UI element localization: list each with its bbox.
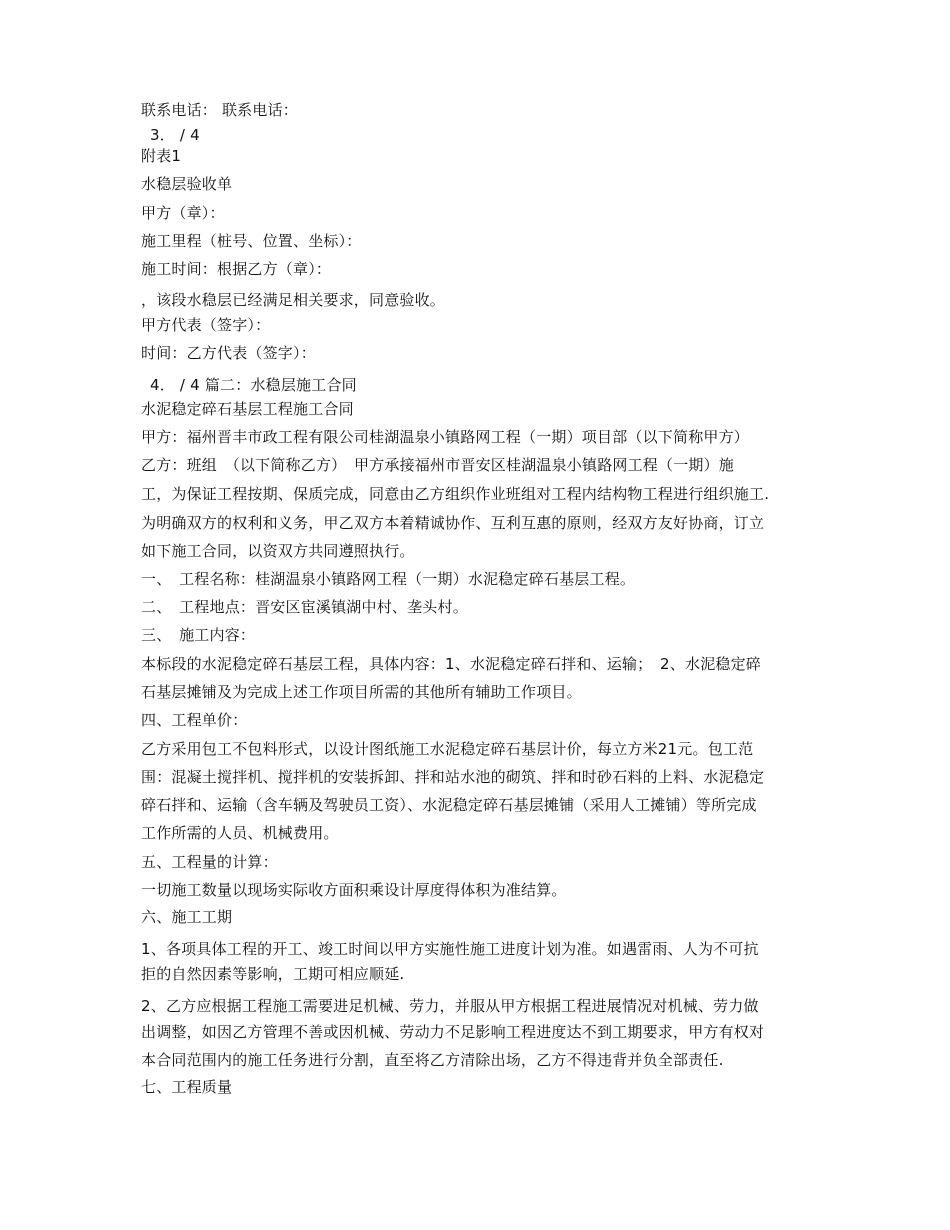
paragraph-line: 工，为保证工程按期、保质完成，同意由乙方组织作业班组对工程内结构物工程进行组织施工. xyxy=(141,485,770,503)
paragraph-line: 一切施工数量以现场实际收方面积乘设计厚度得体积为准结算。 xyxy=(141,881,567,899)
paragraph-line: 碎石拌和、运输（含车辆及驾驶员工资）、水泥稳定碎石基层摊铺（采用人工摊铺）等所完成 xyxy=(141,796,757,814)
paragraph-line: 本标段的水泥稳定碎石基层工程，具体内容：1、水泥稳定碎石拌和、运输； 2、水泥稳定碎 xyxy=(141,655,761,673)
construction-time: 施工时间：根据乙方（章）： xyxy=(141,260,332,278)
section-heading: 七、工程质量 xyxy=(141,1078,233,1096)
paragraph-line: 为明确双方的权利和义务，甲乙双方本着精诚协作、互利互惠的原则，经双方友好协商，订立 xyxy=(141,514,765,532)
contract-title: 水泥稳定碎石基层工程施工合同 xyxy=(141,400,354,418)
party-a-representative: 甲方代表（签字）： xyxy=(141,316,271,334)
paragraph-line: 2、乙方应根据工程施工需要进足机械、劳力，并服从甲方根据工程进展情况对机械、劳力做 xyxy=(141,997,759,1015)
construction-mileage: 施工里程（桩号、位置、坐标）： xyxy=(141,232,362,250)
form-title: 水稳层验收单 xyxy=(141,175,233,193)
paragraph-line: 乙方：班组 （以下简称乙方） 甲方承接福州市晋安区桂湖温泉小镇路网工程（一期）施 xyxy=(141,456,735,474)
paragraph-line: 如下施工合同，以资双方共同遵照执行。 xyxy=(141,542,415,560)
party-a-seal: 甲方（章）： xyxy=(141,204,225,222)
section-heading: 五、工程量的计算： xyxy=(141,853,278,871)
paragraph-line: 甲方：福州晋丰市政工程有限公司桂湖温泉小镇路网工程（一期）项目部（以下简称甲方） xyxy=(141,428,750,446)
paragraph-line: 工作所需的人员、机械费用。 xyxy=(141,824,339,842)
paragraph-line: 出调整，如因乙方管理不善或因机械、劳动力不足影响工程进度达不到工期要求，甲方有权对 xyxy=(141,1023,765,1041)
paragraph-line: 本合同范围内的施工任务进行分割，直至将乙方清除出场，乙方不得违背并负全部责任. xyxy=(141,1051,724,1069)
page-number: 3． / 4 xyxy=(150,126,200,144)
paragraph-line: 拒的自然因素等影响，工期可相应顺延. xyxy=(141,965,405,983)
section-heading: 一、 工程名称：桂湖温泉小镇路网工程（一期）水泥稳定碎石基层工程。 xyxy=(141,570,636,588)
contact-phone-line: 联系电话： 联系电话： xyxy=(141,101,298,119)
section-heading: 六、施工工期 xyxy=(141,908,233,926)
paragraph-line: 石基层摊铺及为完成上述工作项目所需的其他所有辅助工作项目。 xyxy=(141,683,582,701)
party-b-representative: 时间：乙方代表（签字）： xyxy=(141,344,316,362)
appendix-label: 附表1 xyxy=(141,147,182,165)
paragraph-line: 围：混凝土搅拌机、搅拌机的安装拆卸、拌和站水池的砌筑、拌和时砂石料的上料、水泥稳定 xyxy=(141,768,765,786)
section-heading: 四、工程单价： xyxy=(141,711,248,729)
paragraph-line: 乙方采用包工不包料形式，以设计图纸施工水泥稳定碎石基层计价，每立方米21元。包工范 xyxy=(141,740,754,758)
section-heading: 三、 施工内容： xyxy=(141,626,256,644)
section-heading: 二、 工程地点：晋安区宦溪镇湖中村、垄头村。 xyxy=(141,598,468,616)
acceptance-statement: ，该段水稳层已经满足相关要求，同意验收。 xyxy=(141,291,446,309)
paragraph-line: 1、各项具体工程的开工、竣工时间以甲方实施性施工进度计划为准。如遇雷雨、人为不可抗 xyxy=(141,940,759,958)
page-number-section-heading: 4． / 4 篇二：水稳层施工合同 xyxy=(150,376,357,394)
